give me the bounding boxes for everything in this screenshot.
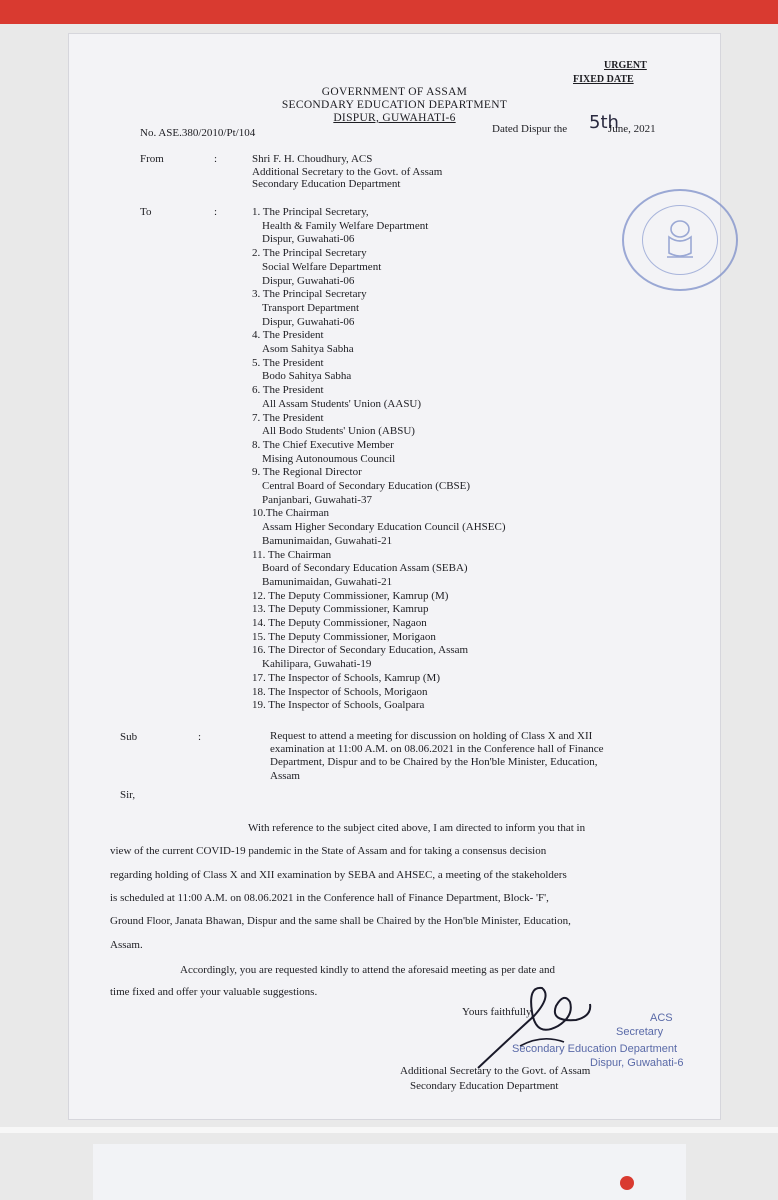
recipient-title: 6. The President bbox=[252, 384, 324, 397]
recipient-address-line: Assam Higher Secondary Education Council (AHSEC) bbox=[262, 521, 506, 534]
recipient-title: 1. The Principal Secretary, bbox=[252, 206, 369, 218]
recipient-address-line: Kahilipara, Guwahati-19 bbox=[262, 658, 372, 671]
next-page-preview[interactable] bbox=[93, 1144, 686, 1200]
paragraph-1-line: view of the current COVID-19 pandemic in the State of Assam and for taking a consensus decision bbox=[110, 845, 547, 858]
subject-line: Request to attend a meeting for discussion on holding of Class X and XII bbox=[270, 730, 593, 742]
to-label: To bbox=[140, 206, 152, 218]
fixed-date-tag: FIXED DATE bbox=[573, 74, 634, 85]
subject-colon: : bbox=[198, 731, 202, 743]
recipient-address-line: Bodo Sahitya Sabha bbox=[262, 370, 352, 383]
signature-icon bbox=[472, 976, 602, 1076]
paragraph-1-line: regarding holding of Class X and XII examination by SEBA and AHSEC, a meeting of the stakeholders bbox=[110, 868, 567, 881]
recipient-address-line: Dispur, Guwahati-06 bbox=[262, 274, 355, 287]
recipient-title: 13. The Deputy Commissioner, Kamrup bbox=[252, 603, 429, 616]
recipient-address-line: Dispur, Guwahati-06 bbox=[262, 233, 355, 246]
office-seal bbox=[622, 189, 738, 291]
emblem-icon bbox=[661, 217, 699, 263]
recipient-address-line: Health & Family Welfare Department bbox=[262, 219, 429, 232]
header-place: DISPUR, GUWAHATI-6 bbox=[333, 112, 456, 124]
designation-stamp-line: Dispur, Guwahati-6 bbox=[590, 1057, 684, 1069]
paragraph-2-line: Accordingly, you are requested kindly to attend the aforesaid meeting as per date and bbox=[180, 964, 555, 976]
date-label: Dated Dispur the bbox=[492, 123, 568, 135]
recipient-title: 15. The Deputy Commissioner, Morigaon bbox=[252, 630, 436, 643]
page-separator bbox=[0, 1127, 778, 1133]
paragraph-2-line: time fixed and offer your valuable suggestions. bbox=[110, 986, 318, 998]
recipient-address-line: Social Welfare Department bbox=[262, 260, 382, 273]
from-line: Shri F. H. Choudhury, ACS bbox=[252, 153, 373, 165]
paragraph-1-line: Assam. bbox=[110, 938, 143, 951]
from-colon: : bbox=[214, 153, 218, 165]
paragraph-1-line: is scheduled at 11:00 A.M. on 08.06.2021 in the Conference hall of Finance Department, Block- 'F', bbox=[110, 891, 549, 904]
recipient-address-line: Mising Autonoumous Council bbox=[262, 452, 396, 465]
from-line: Additional Secretary to the Govt. of Assam bbox=[252, 165, 443, 178]
signatory-line: Secondary Education Department bbox=[410, 1080, 559, 1092]
subject-line: Assam bbox=[270, 769, 300, 782]
recipient-title: 12. The Deputy Commissioner, Kamrup (M) bbox=[252, 589, 449, 602]
letter-page[interactable] bbox=[68, 33, 721, 1120]
subject-line: examination at 11:00 A.M. on 08.06.2021 in the Conference hall of Finance bbox=[270, 743, 604, 756]
recipient-title: 3. The Principal Secretary bbox=[252, 288, 367, 301]
closing: Yours faithfully, bbox=[462, 1006, 534, 1018]
date-rest: June, 2021 bbox=[608, 123, 656, 135]
paragraph-1-line: Ground Floor, Janata Bhawan, Dispur and the same shall be Chaired by the Hon'ble Minister, Education, bbox=[110, 915, 571, 928]
recipient-title: 4. The President bbox=[252, 329, 324, 342]
subject-label: Sub bbox=[120, 731, 138, 743]
to-colon: : bbox=[214, 206, 218, 218]
recipient-title: 17. The Inspector of Schools, Kamrup (M) bbox=[252, 671, 440, 684]
signatory-line: Additional Secretary to the Govt. of Assam bbox=[400, 1065, 591, 1077]
recipient-address-line: Central Board of Secondary Education (CBSE) bbox=[262, 480, 471, 492]
reference-number: No. ASE.380/2010/Pt/104 bbox=[140, 127, 256, 139]
paragraph-1-line: With reference to the subject cited above, I am directed to inform you that in bbox=[248, 822, 586, 834]
recipient-title: 14. The Deputy Commissioner, Nagaon bbox=[252, 617, 427, 629]
recipient-address-line: Transport Department bbox=[262, 301, 360, 314]
salutation: Sir, bbox=[120, 789, 136, 801]
recipient-address-line: Bamunimaidan, Guwahati-21 bbox=[262, 575, 393, 588]
recipient-title: 9. The Regional Director bbox=[252, 466, 362, 479]
designation-stamp-line: Secretary bbox=[616, 1026, 664, 1038]
recipient-title: 19. The Inspector of Schools, Goalpara bbox=[252, 699, 425, 712]
recipient-address-line: Dispur, Guwahati-06 bbox=[262, 315, 355, 328]
recipient-title: 7. The President bbox=[252, 411, 324, 424]
recipient-title: 18. The Inspector of Schools, Morigaon bbox=[252, 685, 428, 698]
designation-stamp-line: ACS bbox=[650, 1012, 673, 1024]
recipient-title: 10.The Chairman bbox=[252, 507, 329, 520]
recipient-title: 8. The Chief Executive Member bbox=[252, 438, 394, 451]
recipient-address-line: Bamunimaidan, Guwahati-21 bbox=[262, 534, 393, 547]
from-line: Secondary Education Department bbox=[252, 178, 401, 190]
header-department: SECONDARY EDUCATION DEPARTMENT bbox=[281, 99, 508, 111]
recipient-title: 16. The Director of Secondary Education, Assam bbox=[252, 644, 469, 657]
recipient-title: 2. The Principal Secretary bbox=[252, 247, 367, 260]
date-day-handwritten: 5th bbox=[589, 112, 619, 133]
from-label: From bbox=[140, 153, 164, 165]
recipient-address-line: All Assam Students' Union (AASU) bbox=[262, 397, 422, 410]
designation-stamp-line: Secondary Education Department bbox=[512, 1043, 678, 1055]
recipient-address-line: Board of Secondary Education Assam (SEBA) bbox=[262, 562, 468, 575]
header-government: GOVERNMENT OF ASSAM bbox=[321, 86, 468, 98]
subject-line: Department, Dispur and to be Chaired by the Hon'ble Minister, Education, bbox=[270, 756, 598, 769]
recipient-address-line: Asom Sahitya Sabha bbox=[262, 343, 354, 355]
recipient-address-line: Panjanbari, Guwahati-37 bbox=[262, 493, 372, 506]
recipient-title: 11. The Chairman bbox=[252, 548, 332, 561]
recipient-address-line: All Bodo Students' Union (ABSU) bbox=[262, 425, 415, 438]
page-marker-icon bbox=[620, 1176, 634, 1190]
top-bar bbox=[0, 0, 778, 24]
recipient-title: 5. The President bbox=[252, 356, 324, 369]
urgent-tag: URGENT bbox=[604, 60, 647, 71]
